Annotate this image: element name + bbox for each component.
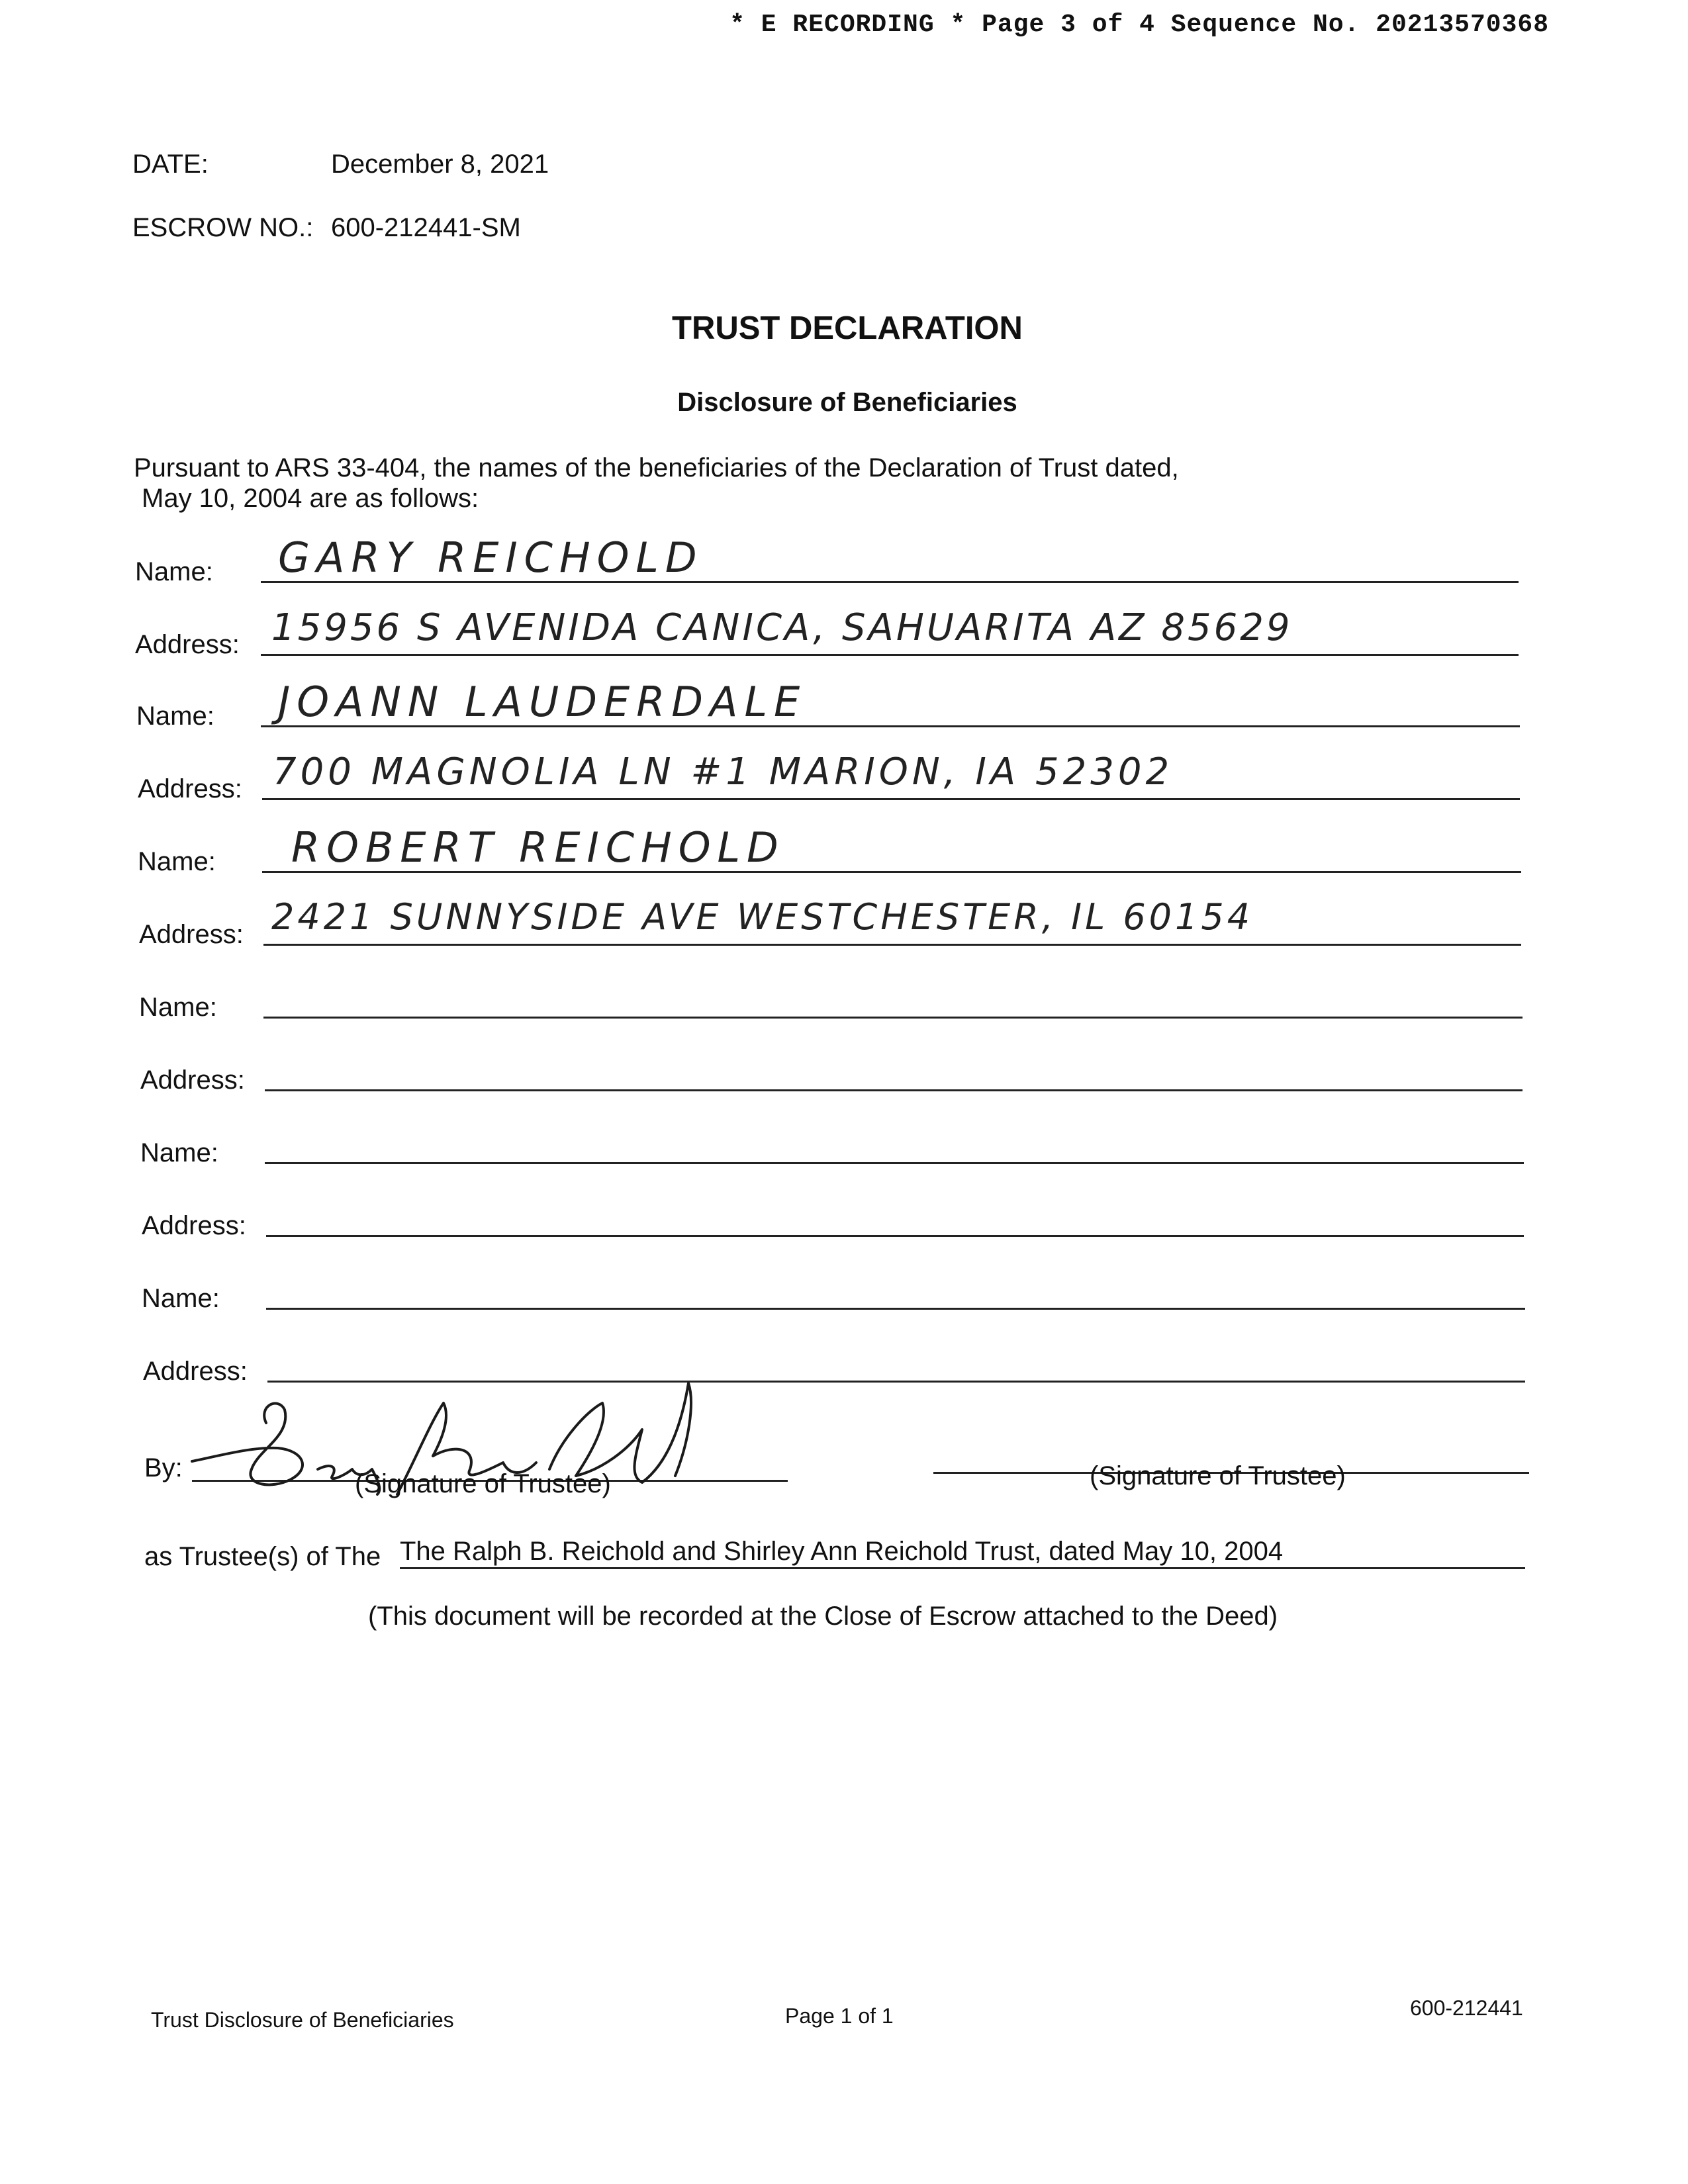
beneficiary-address: 15956 S AVENIDA CANICA, SAHUARITA AZ 85629 (271, 606, 1293, 649)
date-label: DATE: (132, 150, 209, 179)
name-label: Name: (140, 1138, 218, 1167)
footer-page: Page 1 of 1 (785, 2004, 894, 2028)
address-line (266, 1235, 1524, 1237)
footer-right: 600-212441 (1410, 1996, 1523, 2020)
escrow-value: 600-212441-SM (331, 213, 521, 242)
beneficiary-address: 2421 SUNNYSIDE AVE WESTCHESTER, IL 60154 (271, 896, 1254, 938)
address-line (265, 1089, 1523, 1091)
beneficiary-name: ROBERT REICHOLD (291, 823, 785, 872)
name-label: Name: (136, 702, 214, 731)
beneficiary-name: JOANN LAUDERDALE (278, 678, 807, 726)
recording-header: * E RECORDING * Page 3 of 4 Sequence No. 20213570368 (729, 11, 1549, 39)
trust-name-line (400, 1567, 1525, 1569)
address-line (263, 944, 1521, 946)
beneficiary-name: GARY REICHOLD (278, 533, 704, 582)
recording-note: (This document will be recorded at the Close of Escrow attached to the Deed) (368, 1602, 1278, 1631)
document-title: TRUST DECLARATION (672, 310, 1023, 346)
address-label: Address: (139, 920, 244, 949)
address-line (261, 654, 1519, 656)
address-label: Address: (138, 774, 242, 803)
name-label: Name: (139, 993, 217, 1022)
name-line (265, 1162, 1524, 1164)
by-label: By: (144, 1453, 183, 1482)
intro-line-1: Pursuant to ARS 33-404, the names of the beneficiaries of the Declaration of Trust dated, (134, 453, 1179, 482)
beneficiary-address: 700 MAGNOLIA LN #1 MARION, IA 52302 (273, 751, 1174, 794)
address-line (262, 798, 1520, 800)
address-label: Address: (142, 1211, 246, 1240)
signature-caption-left: (Signature of Trustee) (355, 1469, 611, 1498)
footer-left: Trust Disclosure of Beneficiaries (151, 2008, 454, 2032)
name-line (266, 1308, 1525, 1310)
name-label: Name: (142, 1284, 220, 1313)
document-subtitle: Disclosure of Beneficiaries (677, 388, 1017, 417)
name-line (263, 1017, 1523, 1019)
escrow-label: ESCROW NO.: (132, 213, 314, 242)
date-value: December 8, 2021 (331, 150, 549, 179)
trustee-prefix: as Trustee(s) of The (144, 1542, 381, 1571)
signature-caption-right: (Signature of Trustee) (1090, 1461, 1346, 1490)
address-label: Address: (143, 1357, 248, 1386)
intro-line-2: May 10, 2004 are as follows: (142, 484, 479, 513)
trust-name: The Ralph B. Reichold and Shirley Ann Reichold Trust, dated May 10, 2004 (400, 1537, 1284, 1566)
address-label: Address: (135, 630, 240, 659)
address-label: Address: (140, 1066, 245, 1095)
name-label: Name: (138, 847, 216, 876)
name-label: Name: (135, 557, 213, 586)
